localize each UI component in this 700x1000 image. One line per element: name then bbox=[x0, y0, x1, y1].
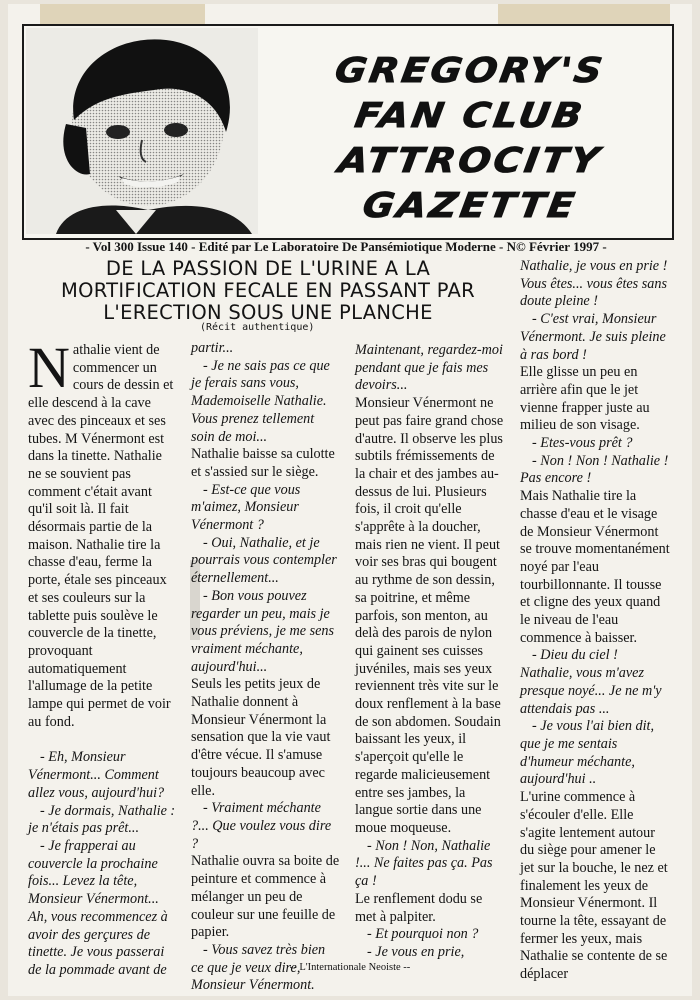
paragraph: - Je ne sais pas ce que je ferais sans vous, Mademoiselle Nathalie. Vous prenez tellement soin de moi... bbox=[191, 357, 330, 445]
paragraph: - Oui, Nathalie, et je pourrais vous contempler éternellement... bbox=[191, 534, 337, 587]
paragraph: Seuls les petits jeux de Nathalie donnent à Monsieur Vénermont la sensation que la vie vaut d'être vécue. Il s'amuse toujours beaucoup avec elle. bbox=[191, 676, 331, 799]
article-column-3 bbox=[355, 342, 505, 962]
paragraph: partir... bbox=[191, 340, 234, 356]
drop-cap: N bbox=[28, 335, 70, 400]
article-column-1 bbox=[28, 335, 178, 980]
paragraph: - Est-ce que vous m'aimez, Monsieur Vénermont ? bbox=[191, 481, 301, 534]
paragraph: L'urine commence à s'écouler d'elle. Elle s'agite lentement autour du siège pour amener le jet sur la bouche, le nez et finalement les yeux de Monsieur Vénermont. Il tourne la tête, essayant de fermer les yeux, mais Nathalie se contente de se déplacer bbox=[520, 789, 668, 983]
paragraph: Mais Nathalie tire la chasse d'eau et le visage de Monsieur Vénermont se trouve momentanément noyé par l'eau tourbillonnante. Il tousse et cligne des yeux quand le niveau de l'eau commence à baisser. bbox=[520, 488, 670, 646]
masthead-box bbox=[22, 24, 674, 240]
paragraph: Le renflement dodu se met à palpiter. bbox=[355, 890, 483, 925]
paragraph: Monsieur Vénermont ne peut pas faire grand chose d'autre. Il observe les plus subtils frémissements de la chair et des jambes au-dessus de lui. Plusieurs fois, il croit qu'elle s'apprête à la doucher, mais rien ne vient. Il peut voir ses bras qui bougent au rythme de son dessin, sa poitrine, et même parfois, son menton, au delà des parois de nylon qui gainent ses cuisses juvéniles, mais ses yeux reviennent très vite sur le doux renflement à la base de son abdomen. Soudain baissant les yeux, il s'aperçoit qu'elle le regarde malicieusement entre ses jambes, la langue sortie dans une moue moqueuse. bbox=[355, 395, 504, 836]
paragraph: Nathalie ouvra sa boite de peinture et commence à mélanger un peu de couleur sur une feuille de papier. bbox=[191, 853, 340, 941]
tape-strip bbox=[498, 4, 670, 26]
paragraph: - Etes-vous prêt ? bbox=[532, 435, 633, 452]
child-portrait-image bbox=[26, 28, 258, 234]
article-column-4 bbox=[520, 258, 672, 984]
paragraph: - Vraiment méchante ?... Que voulez vous dire ? bbox=[191, 800, 332, 852]
paragraph: athalie vient de commencer un cours de dessin et elle descend à la cave avec des pinceaux et ses tubes. M Vénermont est dans la tinette. Nathalie ne se souvient pas comment c'était avant qu'il soit là. Il fait désormais partie de la maison. Nathalie tire la chasse d'eau, ferme la porte, étale ses pinceaux et ses couleurs sur la tablette puis soulève le couvercle de la tinette, provoquant automatiquement l'allumage de la petite lampe qui permet de voir au fond. bbox=[28, 342, 174, 730]
paragraph: - Je dormais, Nathalie : je n'étais pas prêt... bbox=[28, 802, 176, 837]
paragraph: - Et pourquoi non ? bbox=[367, 926, 479, 943]
paragraph: - Dieu du ciel ! Nathalie, vous m'avez presque noyé... Je ne m'y attendais pas ... bbox=[520, 647, 662, 717]
masthead-title bbox=[274, 48, 666, 228]
paragraph: - Je frapperai au couvercle la prochaine fois... Levez la tête, Monsieur Vénermont... Ah, vous recommencez à avoir des gerçures de tinette. Je vous passerai de la pommade avant de bbox=[28, 837, 168, 978]
article-headline: DE LA PASSION DE L'URINE A LA MORTIFICATION FECALE EN PASSANT PAR L'ERECTION SOUS UNE PLANCHE bbox=[60, 257, 476, 324]
paragraph: - Vous savez très bien ce que je veux dire, Monsieur Vénermont. bbox=[191, 941, 326, 994]
page-footer: -- L'Internationale Neoiste -- bbox=[289, 962, 411, 973]
paragraph: - Eh, Monsieur Vénermont... Comment allez vous, aujourd'hui? bbox=[28, 749, 165, 801]
paragraph: Nathalie baisse sa culotte et s'assied sur le siège. bbox=[191, 446, 335, 480]
paragraph: Maintenant, regardez-moi pendant que je fais mes devoirs... bbox=[355, 342, 503, 394]
issue-line: - Vol 300 Issue 140 - Edité par Le Laboratoire De Pansémiotique Moderne - N© Février 1997 - bbox=[85, 239, 607, 254]
tape-strip bbox=[40, 4, 205, 26]
paragraph: - Non ! Non ! Nathalie ! Pas encore ! bbox=[520, 452, 669, 487]
masthead-line: GREGORY'S bbox=[332, 50, 608, 90]
paragraph: - Je vous en prie, bbox=[367, 943, 465, 960]
masthead-line: ATTROCITY bbox=[335, 140, 605, 180]
article-subtitle: (Récit authentique) bbox=[200, 322, 315, 333]
child-portrait-photo bbox=[26, 28, 258, 234]
masthead-line: FAN CLUB bbox=[352, 95, 588, 135]
paragraph: - Je vous l'ai bien dit, que je me sentais d'humeur méchante, aujourd'hui .. bbox=[520, 718, 655, 788]
masthead-line: GAZETTE bbox=[360, 185, 581, 225]
article-column-2 bbox=[191, 340, 341, 995]
paragraph: - Non ! Non, Nathalie !... Ne faites pas ça. Pas ça ! bbox=[355, 837, 493, 890]
paragraph: - C'est vrai, Monsieur Vénermont. Je suis pleine à ras bord ! bbox=[520, 311, 666, 363]
paragraph: Elle glisse un peu en arrière afin que le jet vienne frapper juste au milieu de son visage. bbox=[520, 364, 650, 434]
paragraph: - Bon vous pouvez regarder un peu, mais je vous préviens, je me sens vraiment méchante, aujourd'hui... bbox=[191, 587, 335, 675]
paragraph: Nathalie, je vous en prie ! Vous êtes... vous êtes sans doute pleine ! bbox=[520, 258, 668, 310]
